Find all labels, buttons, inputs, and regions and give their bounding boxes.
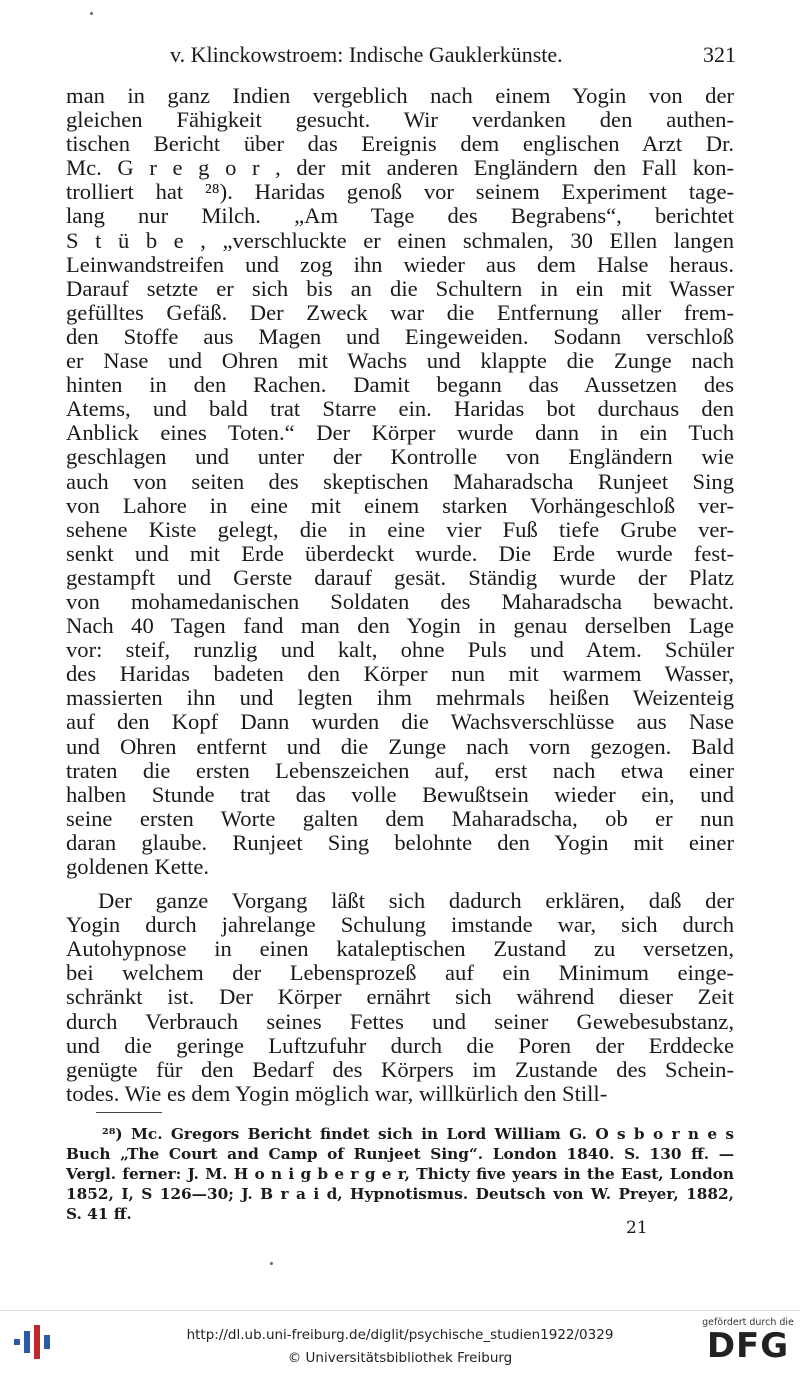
text-line: Der ganze Vorgang läßt sich dadurch erklären, daß der	[98, 889, 734, 914]
text-line: S. 41 ff.	[66, 1205, 132, 1223]
text-line: den Stoffe aus Magen und Eingeweiden. Sodann verschloß	[66, 324, 734, 349]
text-line: tischen Bericht über das Ereignis dem englischen Arzt Dr.	[66, 132, 734, 157]
dfg-logo-text: DFG	[706, 1326, 790, 1366]
text-line: und Ohren entfernt und die Zunge nach vorn gezogen. Bald	[66, 734, 734, 759]
text-line: man in ganz Indien vergeblich nach einem Yogin von der	[66, 84, 734, 108]
footnote-rule	[96, 1112, 162, 1113]
scan-speck	[270, 1262, 273, 1265]
text-line: sehene Kiste gelegt, die in eine vier Fuß tiefe Grube ver-	[66, 517, 734, 542]
dfg-logo[interactable]	[702, 1317, 794, 1369]
text-line: trolliert hat ²⁸). Haridas genoß vor seinem Experiment tage-	[66, 180, 734, 205]
text-line: auch von seiten des skeptischen Maharadscha Runjeet Sing	[66, 469, 734, 494]
text-line: genügte für den Bedarf des Körpers im Zustande des Schein-	[66, 1057, 734, 1082]
text-line: daran glaube. Runjeet Sing belohnte den Yogin mit einer	[66, 830, 734, 855]
text-line: Mc. G r e g o r , der mit anderen Engländern den Fall kon-	[66, 156, 734, 181]
dfg-funding-text: gefördert durch die	[702, 1317, 794, 1328]
text-line: gefülltes Gefäß. Der Zweck war die Entfernung aller frem-	[66, 300, 734, 325]
text-line: massierten ihn und legten ihm mehrmals heißen Weizenteig	[66, 686, 734, 711]
text-line: Anblick eines Toten.“ Der Körper wurde dann in ein Tuch	[66, 421, 734, 446]
body-text	[66, 84, 734, 1106]
permalink-url[interactable]: http://dl.ub.uni-freiburg.de/diglit/psychische_studien1922/0329	[186, 1327, 614, 1343]
page-number: 321	[703, 42, 736, 67]
text-line: von Lahore in eine mit einem starken Vorhängeschloß ver-	[66, 493, 734, 518]
text-line: todes. Wie es dem Yogin möglich war, willkürlich den Still-	[66, 1081, 608, 1106]
paragraph	[66, 84, 734, 879]
signature-mark: 21	[626, 1218, 648, 1238]
text-line: lang nur Milch. „Am Tage des Begrabens“, berichtet	[66, 204, 734, 229]
text-line: Darauf setzte er sich bis an die Schultern in ein mit Wasser	[66, 276, 734, 301]
text-line: bei welchem der Lebensprozeß auf ein Minimum einge-	[66, 961, 734, 986]
text-line: hinten in den Rachen. Damit begann das Aussetzen des	[66, 373, 734, 398]
text-line: traten die ersten Lebenszeichen auf, erst nach etwa einer	[66, 758, 734, 783]
text-line: Autohypnose in einen kataleptischen Zustand zu versetzen,	[66, 937, 734, 962]
text-line: gestampft und Gerste darauf gesät. Ständig wurde der Platz	[66, 565, 734, 590]
text-line: S t ü b e , „verschluckte er einen schmalen, 30 Ellen langen	[66, 228, 734, 253]
text-line: goldenen Kette.	[66, 855, 210, 879]
text-line: seine ersten Worte galten dem Maharadscha, ob er nun	[66, 806, 734, 831]
text-line: von mohamedanischen Soldaten des Maharadscha bewacht.	[66, 589, 734, 614]
text-line: ²⁸) Mc. Gregors Bericht findet sich in Lord William G. O s b o r n e s	[102, 1125, 734, 1143]
text-line: senkt und mit Erde überdeckt wurde. Die Erde wurde fest-	[66, 541, 734, 566]
text-line: vor: steif, runzlig und kalt, ohne Puls und Atem. Schüler	[66, 638, 734, 663]
text-line: und die geringe Luftzufuhr durch die Poren der Erddecke	[66, 1033, 734, 1058]
footnote	[66, 1124, 734, 1224]
text-line: durch Verbrauch seines Fettes und seiner Gewebesubstanz,	[66, 1009, 734, 1034]
copyright-notice: © Universitätsbibliothek Freiburg	[287, 1350, 513, 1366]
text-line: Atems, und bald trat Starre ein. Haridas bot durchaus den	[66, 397, 734, 422]
text-line: Nach 40 Tagen fand man den Yogin in genau derselben Lage	[66, 614, 734, 639]
text-line: halben Stunde trat das volle Bewußtsein wieder ein, und	[66, 782, 734, 807]
text-line: geschlagen und unter der Kontrolle von Engländern wie	[66, 445, 734, 470]
viewer-footer	[0, 1310, 800, 1373]
text-line: des Haridas badeten den Körper nun mit warmem Wasser,	[66, 662, 734, 687]
text-line: Leinwandstreifen und zog ihn wieder aus dem Halse heraus.	[66, 252, 734, 277]
scan-speck	[90, 12, 93, 15]
text-line: schränkt ist. Der Körper ernährt sich während dieser Zeit	[66, 985, 734, 1010]
paragraph	[66, 889, 734, 1106]
text-line: er Nase und Ohren mit Wachs und klappte die Zunge nach	[66, 349, 734, 374]
text-line: Buch „The Court and Camp of Runjeet Sing“. London 1840. S. 130 ff. —	[66, 1145, 734, 1163]
text-line: gleichen Fähigkeit gesucht. Wir verdanken den authen-	[66, 108, 734, 133]
text-line: Yogin durch jahrelange Schulung imstande war, sich durch	[66, 913, 734, 938]
running-head	[66, 40, 736, 70]
running-head-title: v. Klinckowstroem: Indische Gauklerkünste.	[170, 42, 563, 67]
text-line: auf den Kopf Dann wurden die Wachsverschlüsse aus Nase	[66, 710, 734, 735]
text-line: 1852, I, S 126—30; J. B r a i d, Hypnotismus. Deutsch von W. Preyer, 1882,	[66, 1185, 734, 1203]
text-line: Vergl. ferner: J. M. H o n i g b e r g e r, Thicty five years in the East, London	[66, 1165, 734, 1183]
